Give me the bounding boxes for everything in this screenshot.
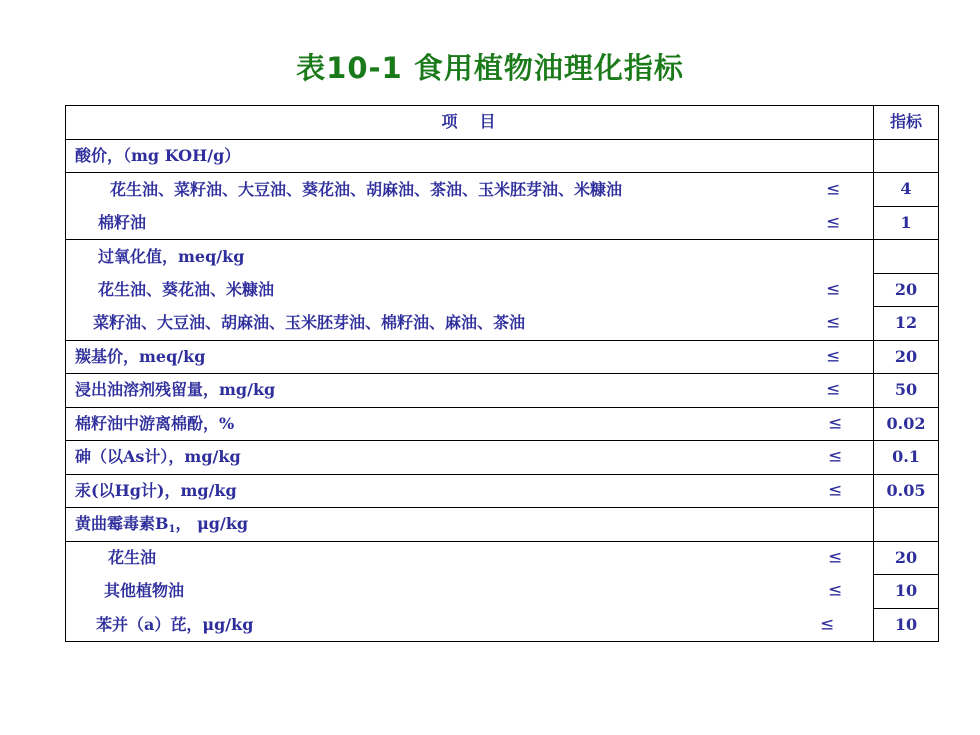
table-row bbox=[66, 273, 939, 307]
le-symbol: ≤ bbox=[826, 312, 841, 333]
le-symbol: ≤ bbox=[828, 580, 843, 601]
table-row bbox=[66, 508, 939, 542]
row-value bbox=[874, 240, 939, 274]
row-item-label: 苯并（a）芘，μg/kg bbox=[96, 614, 254, 634]
table-row bbox=[66, 474, 939, 508]
table-row bbox=[66, 608, 939, 642]
row-item-cell bbox=[66, 139, 874, 173]
row-value: 10 bbox=[874, 575, 939, 609]
table-row bbox=[66, 139, 939, 173]
row-value: 50 bbox=[874, 374, 939, 408]
row-item-label: 棉籽油中游离棉酚，% bbox=[75, 413, 235, 433]
row-value: 0.05 bbox=[874, 474, 939, 508]
le-symbol: ≤ bbox=[826, 179, 841, 199]
le-symbol: ≤ bbox=[826, 212, 841, 232]
aflatoxin-label-suffix: ， μg/kg bbox=[175, 514, 249, 534]
table-row bbox=[66, 173, 939, 207]
row-item-cell bbox=[66, 273, 874, 307]
header-item-label: 项目 bbox=[441, 112, 518, 132]
le-symbol: ≤ bbox=[828, 547, 843, 568]
row-item-cell bbox=[66, 508, 874, 542]
le-symbol: ≤ bbox=[826, 379, 841, 400]
table-row bbox=[66, 407, 939, 441]
table-row bbox=[66, 206, 939, 240]
row-item-label: 羰基价，meq/kg bbox=[75, 346, 206, 366]
aflatoxin-subscript: 1 bbox=[168, 524, 176, 536]
row-item-cell bbox=[66, 541, 874, 575]
row-item-label bbox=[75, 514, 249, 536]
row-value: 20 bbox=[874, 541, 939, 575]
row-item-cell bbox=[66, 441, 874, 475]
le-symbol: ≤ bbox=[828, 413, 843, 434]
row-value bbox=[874, 139, 939, 173]
row-item-label: 浸出油溶剂残留量，mg/kg bbox=[75, 380, 276, 400]
oil-indicator-table bbox=[65, 105, 939, 642]
table-row bbox=[66, 240, 939, 274]
le-symbol: ≤ bbox=[828, 480, 843, 501]
row-value: 20 bbox=[874, 273, 939, 307]
row-item-cell bbox=[66, 407, 874, 441]
le-symbol: ≤ bbox=[826, 346, 841, 367]
header-value-label: 指标 bbox=[874, 106, 939, 140]
row-value: 0.1 bbox=[874, 441, 939, 475]
row-item-cell bbox=[66, 240, 874, 274]
row-item-label: 酸价，（mg KOH/g） bbox=[75, 145, 241, 165]
row-item-cell bbox=[66, 374, 874, 408]
table-row bbox=[66, 307, 939, 341]
row-item-label: 花生油、菜籽油、大豆油、葵花油、胡麻油、茶油、玉米胚芽油、米糠油 bbox=[110, 179, 623, 199]
le-symbol: ≤ bbox=[828, 446, 843, 467]
row-item-cell bbox=[66, 575, 874, 609]
row-item-label: 其他植物油 bbox=[104, 581, 185, 601]
row-value: 12 bbox=[874, 307, 939, 341]
row-item-label: 花生油、葵花油、米糠油 bbox=[98, 279, 275, 299]
row-item-cell bbox=[66, 173, 874, 207]
row-item-cell bbox=[66, 474, 874, 508]
row-value bbox=[874, 508, 939, 542]
table-header-row bbox=[66, 106, 939, 140]
row-value: 20 bbox=[874, 340, 939, 374]
table-row bbox=[66, 340, 939, 374]
row-item-label: 汞(以Hg计)，mg/kg bbox=[75, 480, 237, 500]
row-value: 4 bbox=[874, 173, 939, 207]
table-row bbox=[66, 575, 939, 609]
row-item-cell bbox=[66, 307, 874, 341]
le-symbol: ≤ bbox=[826, 279, 841, 300]
row-item-label: 花生油 bbox=[108, 548, 157, 567]
row-item-label: 砷（以As计），mg/kg bbox=[75, 447, 241, 467]
row-item-label: 菜籽油、大豆油、胡麻油、玉米胚芽油、棉籽油、麻油、茶油 bbox=[93, 313, 526, 332]
row-item-label: 棉籽油 bbox=[98, 212, 147, 232]
row-item-cell bbox=[66, 206, 874, 240]
row-value: 1 bbox=[874, 206, 939, 240]
row-item-cell bbox=[66, 340, 874, 374]
table-row bbox=[66, 541, 939, 575]
table-row bbox=[66, 374, 939, 408]
aflatoxin-label-prefix: 黄曲霉毒素B bbox=[75, 514, 169, 534]
row-item-cell bbox=[66, 608, 874, 642]
row-value: 0.02 bbox=[874, 407, 939, 441]
header-item-cell bbox=[66, 106, 874, 140]
row-item-label: 过氧化值，meq/kg bbox=[98, 246, 245, 266]
row-value: 10 bbox=[874, 608, 939, 642]
le-symbol: ≤ bbox=[820, 614, 835, 634]
table-row bbox=[66, 441, 939, 475]
page-title: 表10-1 食用植物油理化指标 bbox=[296, 51, 684, 85]
